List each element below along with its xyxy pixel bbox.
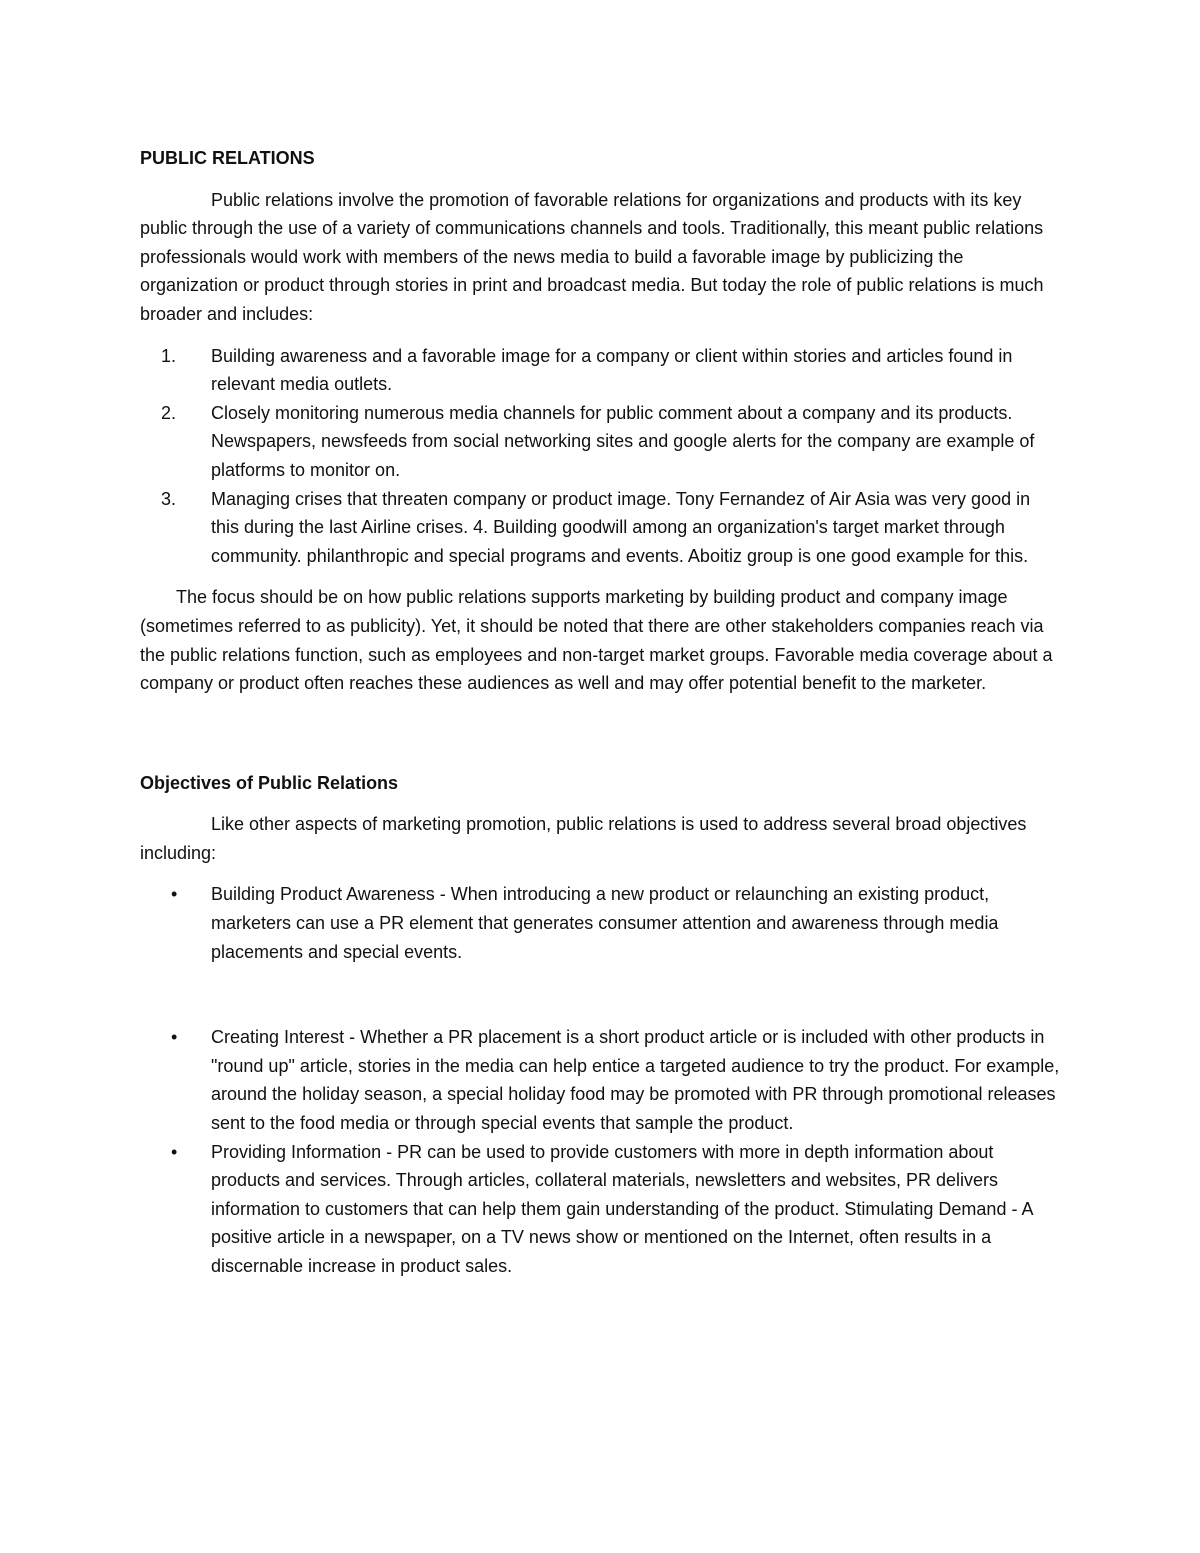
roles-numbered-list <box>140 342 1060 571</box>
list-item <box>140 1023 1060 1137</box>
list-item-text: Providing Information - PR can be used to provide customers with more in depth information about products and services. Through articles, collateral materials, newsletters and websites, PR delivers information to customers that can help them gain understanding of the product. Stimulating Demand - A positive article in a newspaper, on a TV news show or mentioned on the Internet, often results in a discernable increase in product sales. <box>211 1141 1033 1276</box>
list-item-text: Building Product Awareness - When introducing a new product or relaunching an existing product, marketers can use a PR element that generates consumer attention and awareness through media placements and special events. <box>211 884 999 962</box>
list-item-text: Managing crises that threaten company or product image. Tony Fernandez of Air Asia was very good in this during the last Airline crises. 4. Building goodwill among an organization's target market through community. philanthropic and special programs and events. Aboitiz group is one good example for this. <box>211 488 1031 566</box>
list-item-text: Creating Interest - Whether a PR placement is a short product article or is included with other products in "round up" article, stories in the media can help entice a targeted audience to try the product. For example, around the holiday season, a special holiday food may be promoted with PR through promotional releases sent to the food media or through special events that sample the product. <box>211 1027 1060 1134</box>
intro-paragraph: Public relations involve the promotion of favorable relations for organizations and products with its key public through the use of a variety of communications channels and tools. Traditionally, this meant public relations professionals would work with members of the news media to build a favorable image by publicizing the organization or product through stories in print and broadcast media. But today the role of public relations is much broader and includes: <box>140 189 1044 324</box>
list-item <box>140 342 1060 399</box>
focus-paragraph: The focus should be on how public relations supports marketing by building product and company image (sometimes referred to as publicity). Yet, it should be noted that there are other stakeholders companies reach via the public relations function, such as employees and non-target market groups. Favorable media coverage about a company or product often reaches these audiences as well and may offer potential benefit to the marketer. <box>140 587 1053 694</box>
section-spacer <box>140 711 1060 769</box>
list-item <box>140 1138 1060 1281</box>
list-item <box>140 399 1060 485</box>
section-title-objectives: Objectives of Public Relations <box>140 772 399 793</box>
list-item <box>140 880 1060 966</box>
objectives-bullet-list <box>140 880 1060 1280</box>
list-item-text: Closely monitoring numerous media channels for public comment about a company and its products. Newspapers, newsfeeds from social networking sites and google alerts for the company are example of platforms to monitor on. <box>211 402 1035 480</box>
list-spacer <box>140 966 1060 1023</box>
list-number: 1. <box>161 345 177 366</box>
bullet-icon: • <box>171 1027 178 1048</box>
bullet-icon: • <box>171 884 178 905</box>
list-item <box>140 485 1060 571</box>
list-number: 2. <box>161 402 177 423</box>
list-number: 3. <box>161 488 177 509</box>
list-item-text: Building awareness and a favorable image for a company or client within stories and articles found in relevant media outlets. <box>211 345 1013 395</box>
document-body <box>140 144 1060 1281</box>
bullet-icon: • <box>171 1141 178 1162</box>
section-title-public-relations: PUBLIC RELATIONS <box>140 148 315 168</box>
objectives-intro-paragraph: Like other aspects of marketing promotion, public relations is used to address several broad objectives including: <box>140 814 1027 863</box>
